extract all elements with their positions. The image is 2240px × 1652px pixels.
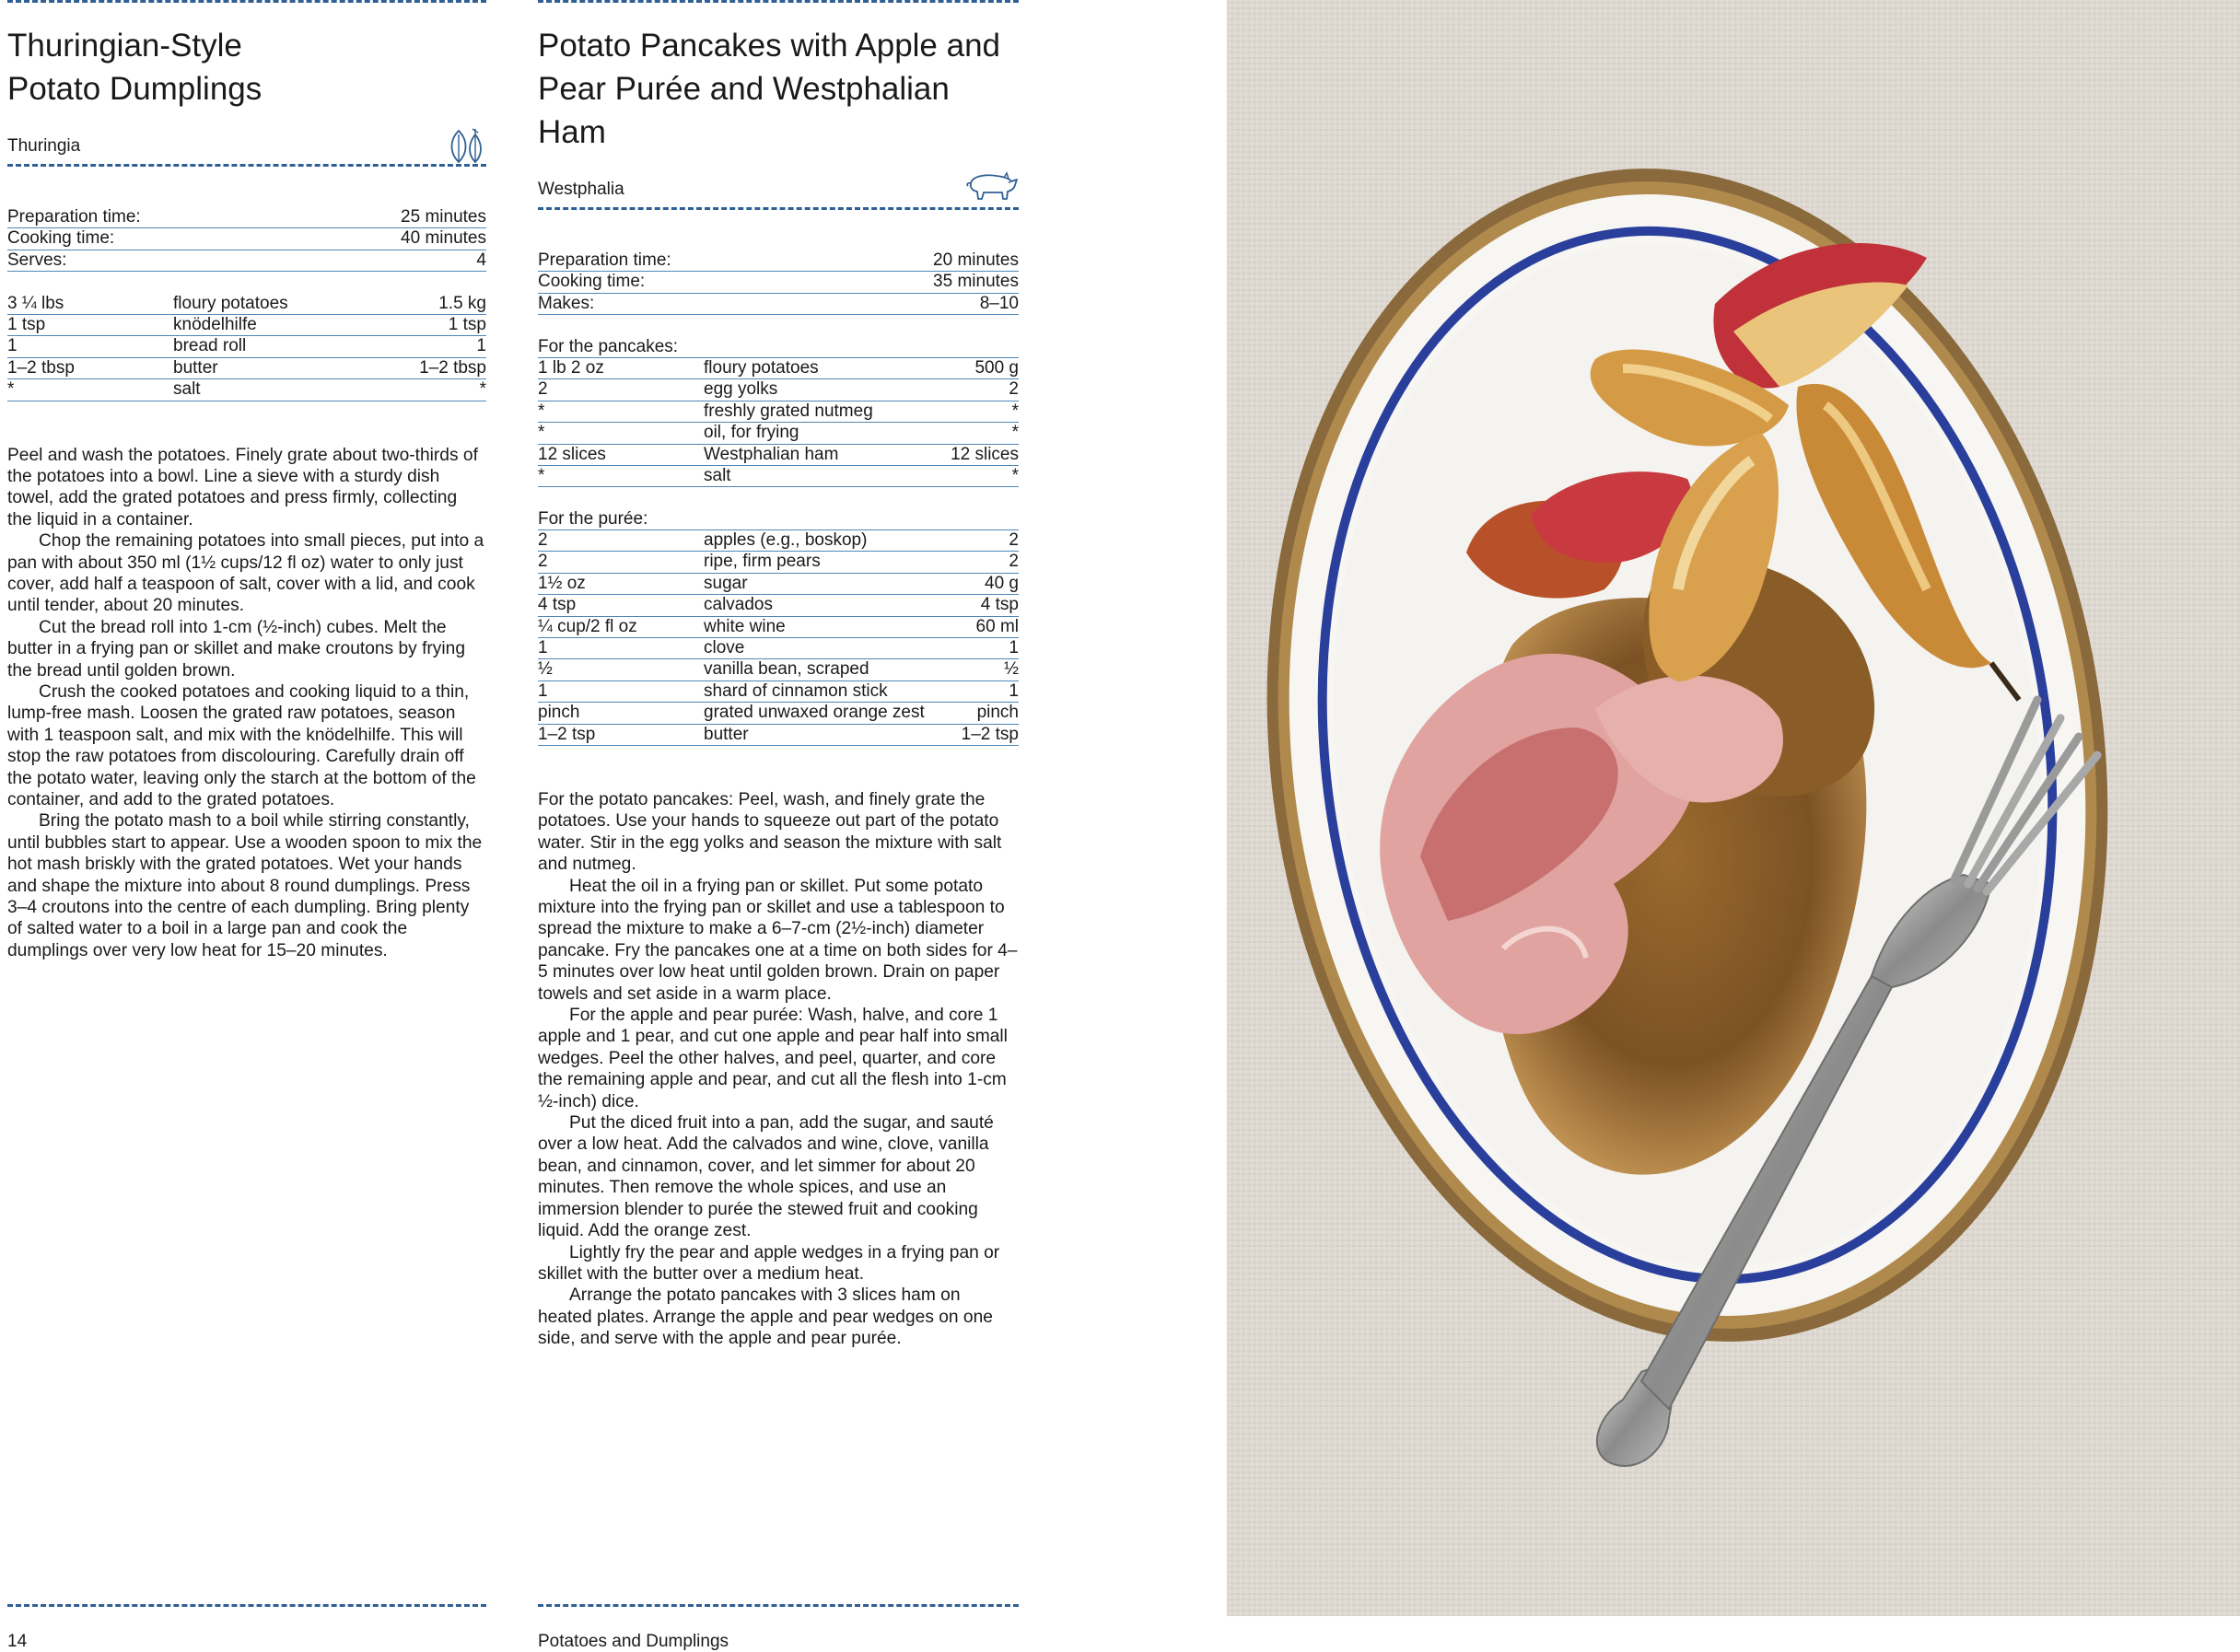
ingredient-row: 2 ripe, firm pears 2 — [538, 552, 1019, 573]
ingredient-row: 1½ oz sugar 40 g — [538, 574, 1019, 595]
info-row-makes: Makes: 8–10 — [538, 294, 1019, 315]
method-paragraph: Put the diced fruit into a pan, add the sugar, and sauté over a low heat. Add the calvados and wine, clove, vanilla bean, and cinnamon, cover, and let simmer for about 20 minutes. Then remove the whole spices, and use an immersion blender to purée the stewed fruit and cooking liquid. Add the orange zest. — [538, 1113, 994, 1241]
ingredient-row: 1 lb 2 oz floury potatoes 500 g — [538, 358, 1019, 379]
ingredient-row: 12 slices Westphalian ham 12 slices — [538, 445, 1019, 466]
footer-dashed-rule — [7, 1604, 486, 1607]
title-line-2: Potato Dumplings — [7, 71, 262, 107]
method-paragraph: Cut the bread roll into 1-cm (½-inch) cubes. Melt the butter in a frying pan or skillet and make croutons by frying the bread until golden brown. — [7, 617, 465, 681]
region-label: Westphalia — [538, 180, 624, 199]
method-paragraph: Heat the oil in a frying pan or skillet. Put some potato mixture into the frying pan or skillet and use a tablespoon to spread the mixture to make a 6–7-cm (2½-inch) diameter pancake. Fry the pancakes one at a time on both sides for 4–5 minutes over low heat until golden brown. Drain on paper towels and set aside in a warm place. — [538, 876, 1018, 1004]
info-row-serves: Serves: 4 — [7, 250, 486, 272]
info-row-cook: Cooking time: 35 minutes — [538, 272, 1019, 293]
top-dashed-rule — [538, 0, 1019, 3]
method-paragraph: For the potato pancakes: Peel, wash, and finely grate the potatoes. Use your hands to squeeze out part of the potato water. Stir in the egg yolks and season the mixture with salt and nutmeg. — [538, 789, 1002, 875]
ingredient-row: 1–2 tbsp butter 1–2 tbsp — [7, 358, 486, 379]
ingredient-row: 1 tsp knödelhilfe 1 tsp — [7, 315, 486, 336]
leaf-pair-icon — [448, 127, 486, 169]
method-paragraph: Arrange the potato pancakes with 3 slices ham on heated plates. Arrange the apple and pear wedges on one side, and serve with the apple and pear purée. — [538, 1286, 993, 1349]
recipe-title — [538, 24, 1019, 154]
ingredient-row: ¼ cup/2 fl oz white wine 60 ml — [538, 617, 1019, 638]
title-line-2: Pear Purée and Westphalian Ham — [538, 71, 950, 150]
section-heading-puree: For the purée: — [538, 509, 1019, 530]
top-dashed-rule — [7, 0, 486, 3]
left-recipe — [7, 0, 486, 961]
ingredient-row: ½ vanilla bean, scraped ½ — [538, 659, 1019, 681]
method-paragraph: Lightly fry the pear and apple wedges in a frying pan or skillet with the butter over a medium heat. — [538, 1242, 1000, 1284]
ingredient-row: 1 clove 1 — [538, 638, 1019, 659]
dashed-rule — [538, 207, 1019, 210]
photo-potato-pancakes-ham-fruit — [1227, 0, 2240, 1616]
title-line-1: Thuringian-Style — [7, 28, 242, 64]
method-paragraph: Bring the potato mash to a boil while stirring constantly, until bubbles start to appear. Use a wooden spoon to mix the hot mash briskly with the grated potatoes. Wet your hands and shape the mixture into about 8 round dumplings. Press 3–4 croutons into the centre of each dumpling. Bring plenty of salted water to a boil in a large pan and cook the dumplings over very low heat for 15–20 minutes. — [7, 811, 483, 960]
pig-icon — [963, 170, 1019, 206]
section-heading-pancakes: For the pancakes: — [538, 337, 1019, 358]
ingredient-row: 4 tsp calvados 4 tsp — [538, 595, 1019, 616]
footer-left — [7, 1604, 486, 1607]
info-row-cook: Cooking time: 40 minutes — [7, 228, 486, 250]
method-text — [7, 445, 486, 962]
ingredient-row: 3 ¼ lbs floury potatoes 1.5 kg — [7, 294, 486, 315]
footer-dashed-rule — [538, 1604, 1019, 1607]
region-label: Thuringia — [7, 136, 81, 156]
method-paragraph: Chop the remaining potatoes into small pieces, put into a pan with about 350 ml (1½ cups/12 fl oz) water to only just cover, add half a teaspoon of salt, cover with a lid, and cook until tender, about 20 minutes. — [7, 531, 484, 616]
method-paragraph: Crush the cooked potatoes and cooking liquid to a thin, lump-free mash. Loosen the grated raw potatoes, season with 1 teaspoon salt, and mix with the knödelhilfe. This will stop the raw potatoes from discolouring. Carefully drain off the potato water, leaving only the starch at the bottom of the container, and add to the grated potatoes. — [7, 681, 476, 810]
ingredient-row: 2 egg yolks 2 — [538, 379, 1019, 401]
footer-right — [538, 1604, 1019, 1607]
ingredient-row: * salt * — [538, 466, 1019, 487]
ingredient-row: pinch grated unwaxed orange zest pinch — [538, 703, 1019, 724]
info-row-prep: Preparation time: 25 minutes — [7, 207, 486, 228]
ingredient-row: 1 shard of cinnamon stick 1 — [538, 681, 1019, 703]
method-text — [538, 789, 1019, 1350]
section-name: Potatoes and Dumplings — [538, 1632, 729, 1651]
info-table — [7, 207, 486, 401]
page-number: 14 — [7, 1632, 28, 1651]
info-row-prep: Preparation time: 20 minutes — [538, 250, 1019, 272]
ingredient-row: * oil, for frying * — [538, 423, 1019, 444]
title-line-1: Potato Pancakes with Apple and — [538, 28, 1001, 64]
ingredient-row: 2 apples (e.g., boskop) 2 — [538, 530, 1019, 552]
ingredient-row: * salt * — [7, 379, 486, 401]
ingredient-row: 1–2 tsp butter 1–2 tsp — [538, 725, 1019, 746]
ingredient-row: 1 bread roll 1 — [7, 336, 486, 357]
recipe-title — [7, 24, 486, 111]
method-paragraph: Peel and wash the potatoes. Finely grate about two-thirds of the potatoes into a bowl. Line a sieve with a sturdy dish towel, add the grated potatoes and press firmly, collecting the liquid in a container. — [7, 445, 478, 529]
ingredient-row: * freshly grated nutmeg * — [538, 401, 1019, 423]
right-recipe — [538, 0, 1019, 1350]
method-paragraph: For the apple and pear purée: Wash, halve, and core 1 apple and 1 pear, and cut one apple and pear half into small wedges. Peel the other halves, and peel, quarter, and core the remaining apple and pear, and cut all the flesh into 1-cm ½-inch) dice. — [538, 1006, 1008, 1111]
info-table — [538, 250, 1019, 746]
dashed-rule — [7, 164, 486, 167]
